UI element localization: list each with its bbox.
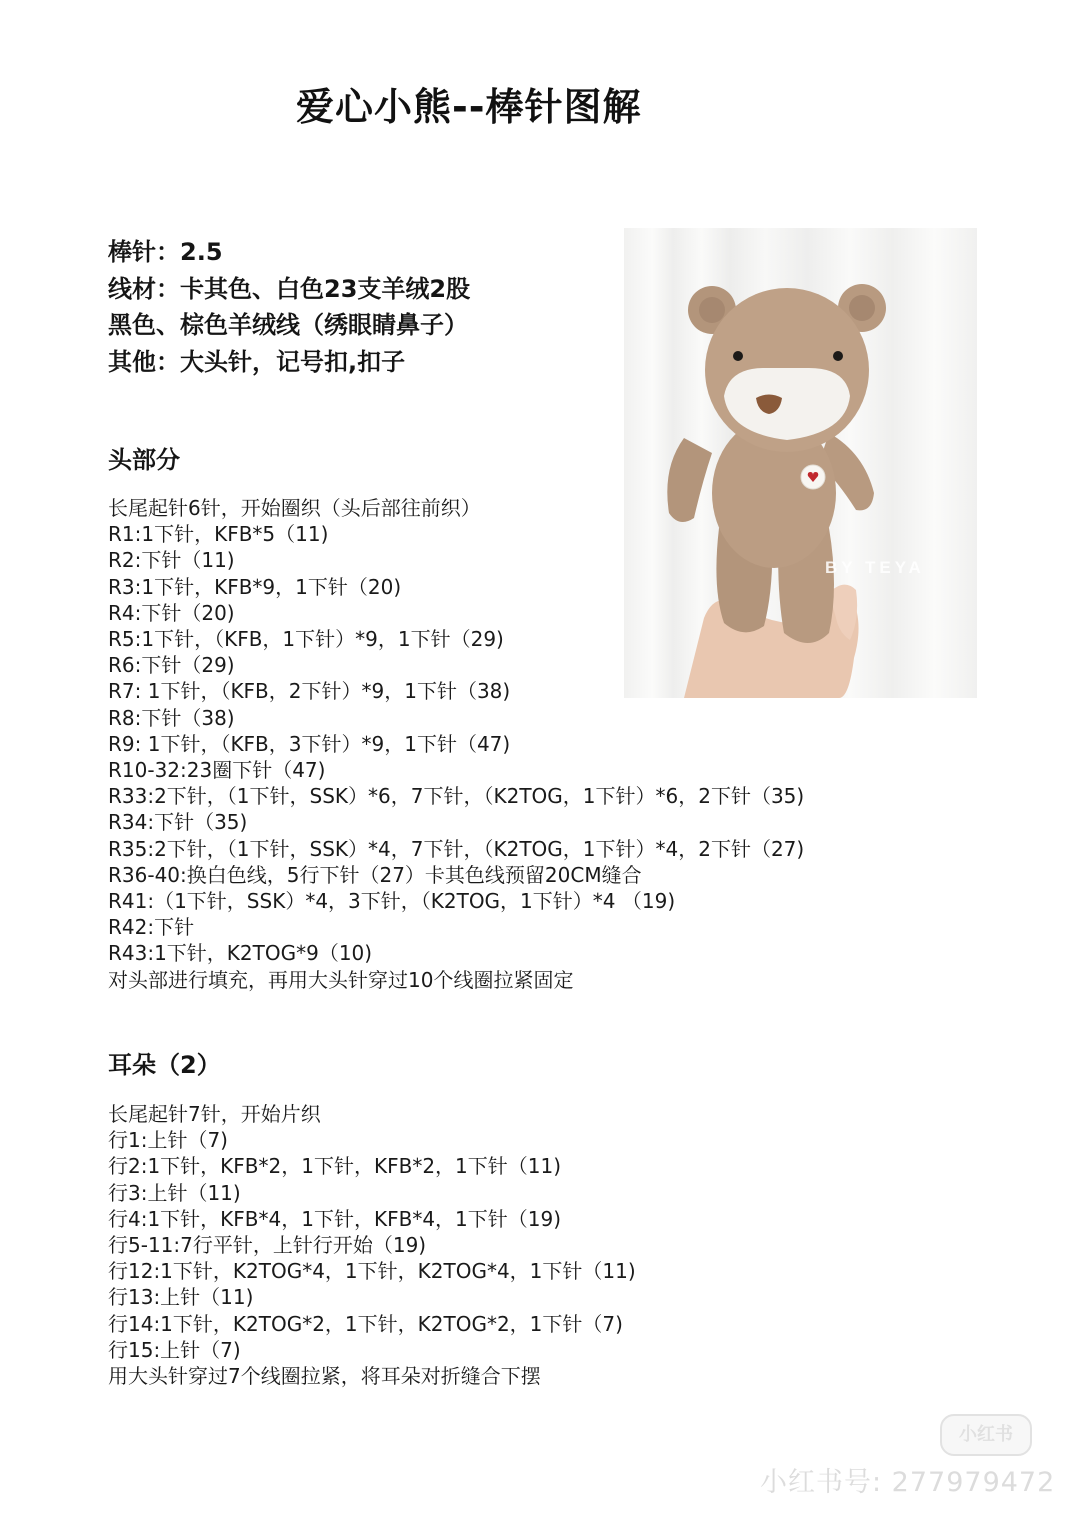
ear-step: 行14:1下针，K2TOG*2，1下针，K2TOG*2，1下针（7) — [108, 1311, 623, 1336]
ear-steps-list — [108, 1101, 636, 1389]
materials-list — [108, 234, 470, 380]
ear-step: 行5-11:7行平针，上针行开始（19) — [108, 1233, 427, 1258]
section-heading-ears: 耳朵（2） — [108, 1051, 221, 1079]
head-steps-list — [108, 495, 804, 993]
head-step: R34:下针（35) — [108, 810, 248, 835]
head-step: 长尾起针6针，开始圈织（头后部往前织） — [108, 496, 481, 520]
xiaohongshu-user-id: 小红书号: 277979472 — [760, 1467, 1056, 1498]
xiaohongshu-logo: 小红书 — [940, 1414, 1032, 1456]
head-step: R7: 1下针，（KFB，2下针）*9，1下针（38) — [108, 679, 511, 704]
head-step: R35:2下针，（1下针，SSK）*4，7下针，（K2TOG，1下针）*4，2下针（27) — [108, 836, 805, 861]
head-step: R4:下针（20) — [108, 600, 235, 625]
head-step: R5:1下针，（KFB，1下针）*9，1下针（29) — [108, 627, 504, 652]
head-step: R9: 1下针，（KFB，3下针）*9，1下针（47) — [108, 731, 511, 756]
head-step: R6:下针（29) — [108, 653, 235, 678]
head-step: R41:（1下针，SSK）*4，3下针，（K2TOG，1下针）*4 （19) — [108, 889, 676, 914]
ear-step: 长尾起针7针，开始片织 — [108, 1102, 321, 1126]
head-step: 对头部进行填充，再用大头针穿过10个线圈拉紧固定 — [108, 967, 574, 992]
head-step: R42:下针 — [108, 915, 195, 940]
ear-step: 行15:上针（7) — [108, 1337, 241, 1362]
ear-step: 行4:1下针，KFB*4，1下针，KFB*4，1下针（19) — [108, 1206, 562, 1231]
material-other: 其他：大头针，记号扣,扣子 — [108, 347, 406, 376]
material-yarn: 线材：卡其色、白色23支羊绒2股 — [108, 274, 471, 303]
material-embroidery-yarn: 黑色、棕色羊绒线（绣眼睛鼻子） — [108, 311, 468, 339]
ear-step: 行3:上针（11) — [108, 1180, 241, 1205]
photo-watermark: BY TEYA — [825, 558, 925, 577]
material-needle: 棒针：2.5 — [108, 238, 223, 266]
ear-step: 行2:1下针，KFB*2，1下针，KFB*2，1下针（11) — [108, 1154, 562, 1179]
head-step: R8:下针（38) — [108, 705, 235, 730]
head-step: R2:下针（11) — [108, 548, 235, 573]
ear-step: 行13:上针（11) — [108, 1285, 254, 1310]
head-step: R1:1下针，KFB*5（11) — [108, 522, 329, 547]
ear-step: 用大头针穿过7个线圈拉紧，将耳朵对折缝合下摆 — [108, 1364, 541, 1389]
section-heading-head: 头部分 — [108, 446, 180, 474]
head-step: R10-32:23圈下针（47) — [108, 758, 326, 783]
head-step: R43:1下针，K2TOG*9（10) — [108, 941, 373, 966]
head-step: R36-40:换白色线，5行下针（27）卡其色线预留20CM缝合 — [108, 862, 642, 887]
ear-step: 行1:上针（7) — [108, 1128, 228, 1153]
head-step: R33:2下针，（1下针，SSK）*6，7下针，（K2TOG，1下针）*6，2下针（35) — [108, 784, 805, 809]
head-step: R3:1下针，KFB*9，1下针（20) — [108, 574, 402, 599]
ear-step: 行12:1下针，K2TOG*4，1下针，K2TOG*4，1下针（11) — [108, 1259, 636, 1284]
page-title: 爱心小熊--棒针图解 — [296, 85, 642, 129]
